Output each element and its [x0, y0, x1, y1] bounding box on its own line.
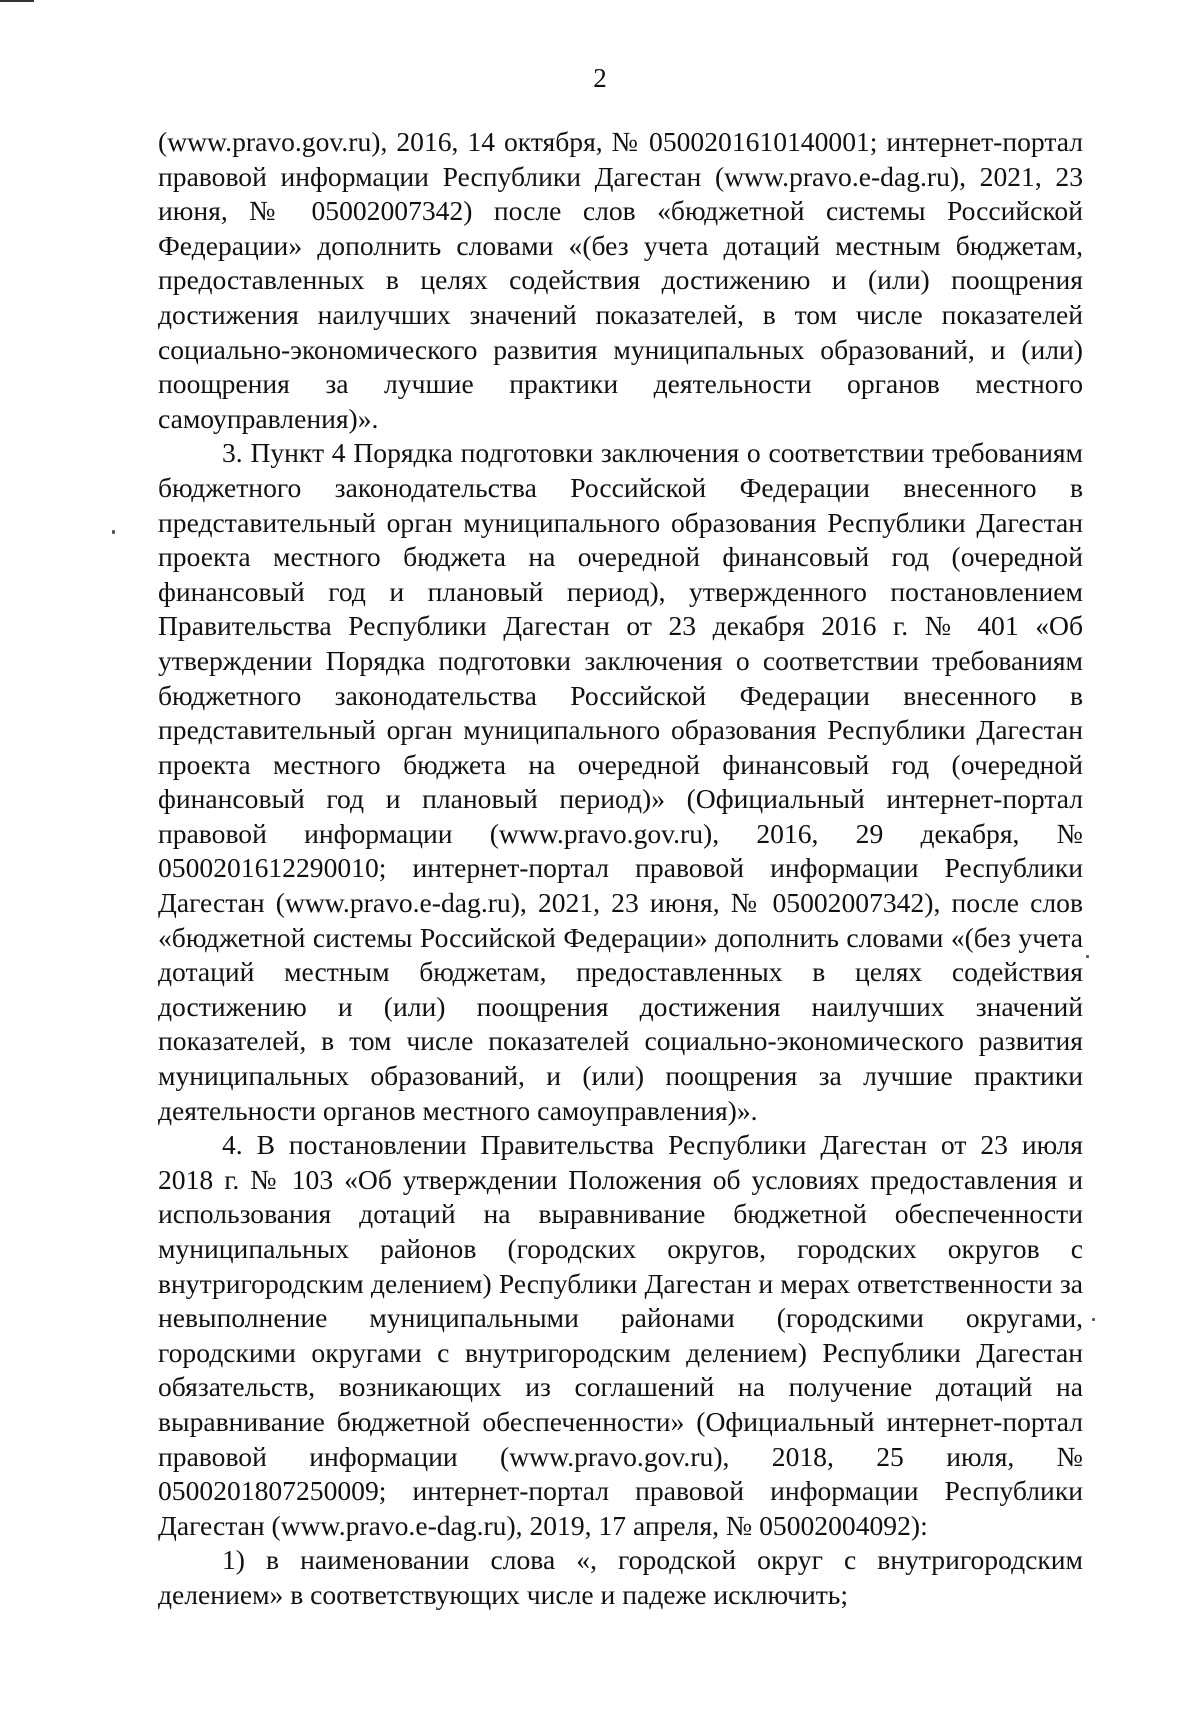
- scan-speck: [112, 530, 115, 534]
- scan-speck: [1086, 955, 1089, 958]
- page-number: 2: [593, 63, 607, 93]
- paragraph-item-4: 4. В постановлении Правительства Республики Дагестан от 23 июля 2018 г. № 103 «Об утверждении Положения об условиях предоставления и использования дотаций на выравнивание бюджетной обеспеченности муниципальных районов (городских округов, городских округов с внутригородским делением) Республики Дагестан и мерах ответственности за невыполнение муниципальными районами (городскими округами, городскими округами с внутригородским делением) Республики Дагестан обязательств, возникающих из соглашений на получение дотаций на выравнивание бюджетной обеспеченности» (Официальный интернет-портал правовой информации (www.pravo.gov.ru), 2018, 25 июля, № 0500201807250009; интернет-портал правовой информации Республики Дагестан (www.pravo.e-dag.ru), 2019, 17 апреля, № 05002004092):: [158, 1129, 1083, 1541]
- paragraph-subitem-1: 1) в наименовании слова «, городской округ с внутригородским делением» в соответствующих числе и падеже исключить;: [158, 1544, 1083, 1610]
- scan-edge-mark: [0, 0, 34, 2]
- scan-speck: [1092, 1318, 1095, 1321]
- document-body: [158, 125, 1083, 1613]
- paragraph-item-3: 3. Пункт 4 Порядка подготовки заключения о соответствии требованиям бюджетного законодательства Российской Федерации внесенного в представительный орган муниципального образования Республики Дагестан проекта местного бюджета на очередной финансовый год (очередной финансовый год и плановый период), утвержденного постановлением Правительства Республики Дагестан от 23 декабря 2016 г. № 401 «Об утверждении Порядка подготовки заключения о соответствии требованиям бюджетного законодательства Российской Федерации внесенного в представительный орган муниципального образования Республики Дагестан проекта местного бюджета на очередной финансовый год (очередной финансовый год и плановый период)» (Официальный интернет-портал правовой информации (www.pravo.gov.ru), 2016, 29 декабря, № 0500201612290010; интернет-портал правовой информации Республики Дагестан (www.pravo.e-dag.ru), 2021, 23 июня, № 05002007342), после слов «бюджетной системы Российской Федерации» дополнить словами «(без учета дотаций местным бюджетам, предоставленных в целях содействия достижению и (или) поощрения достижения наилучших значений показателей, в том числе показателей социально-экономического развития муниципальных образований, и (или) поощрения за лучшие практики деятельности органов местного самоуправления)».: [158, 437, 1083, 1126]
- paragraph-continuation: (www.pravo.gov.ru), 2016, 14 октября, № 0500201610140001; интернет-портал правовой информации Республики Дагестан (www.pravo.e-dag.ru), 2021, 23 июня, № 05002007342) после слов «бюджетной системы Российской Федерации» дополнить словами «(без учета дотаций местным бюджетам, предоставленных в целях содействия достижению и (или) поощрения достижения наилучших значений показателей, в том числе показателей социально-экономического развития муниципальных образований, и (или) поощрения за лучшие практики деятельности органов местного самоуправления)».: [158, 126, 1083, 434]
